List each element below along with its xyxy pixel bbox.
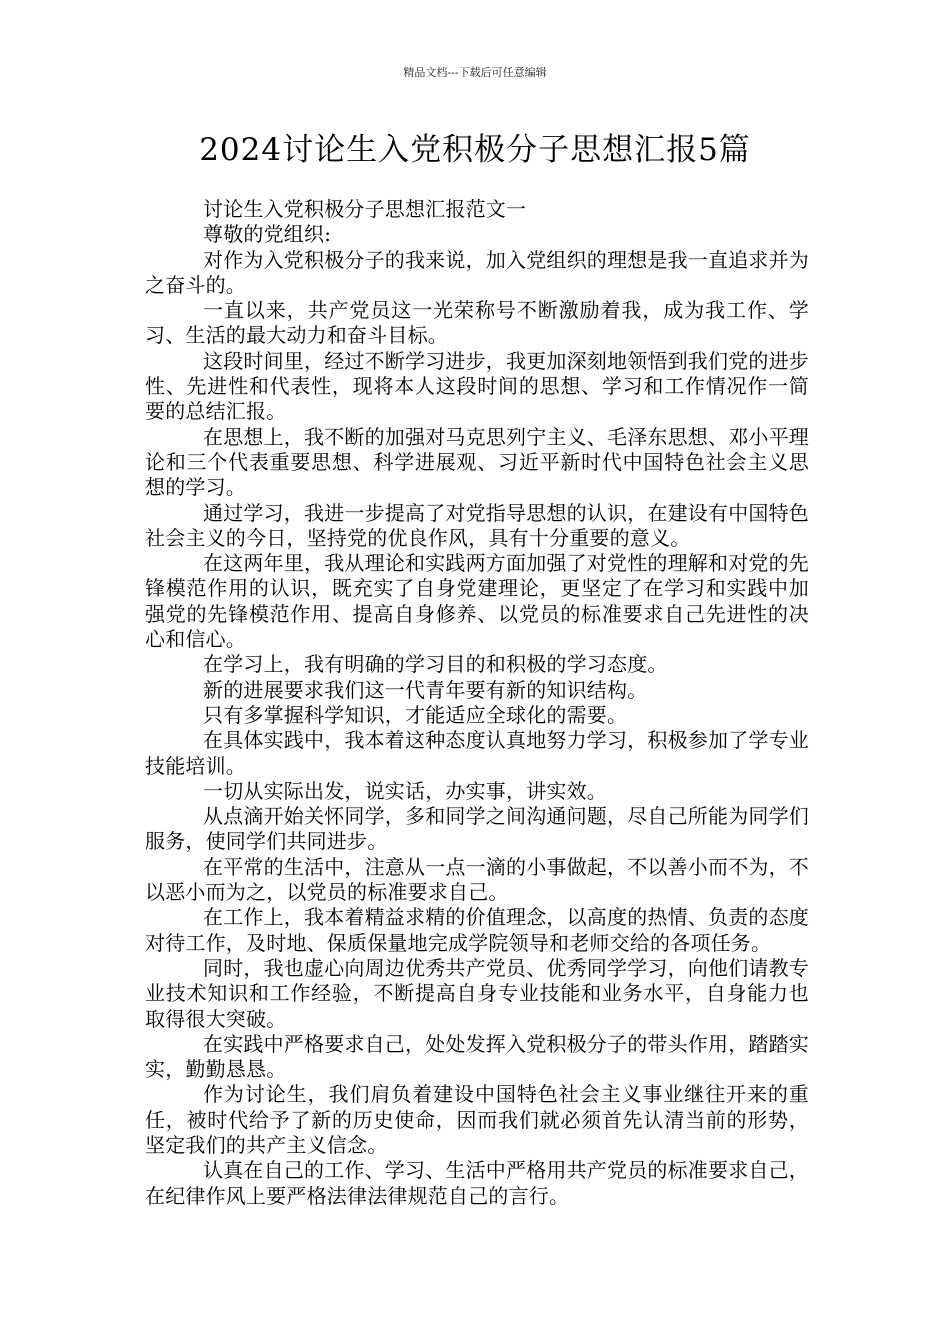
paragraph: 作为讨论生，我们肩负着建设中国特色社会主义事业继往开来的重任，被时代给予了新的历史使命，因而我们就必须首先认清当前的形势，坚定我们的共产主义信念。	[145, 1082, 809, 1157]
paragraph: 这段时间里，经过不断学习进步，我更加深刻地领悟到我们党的进步性、先进性和代表性，现将本人这段时间的思想、学习和工作情况作一简要的总结汇报。	[145, 348, 809, 424]
paragraph: 在具体实践中，我本着这种态度认真地努力学习，积极参加了学专业技能培训。	[145, 728, 809, 778]
paragraph: 尊敬的党组织:	[203, 222, 332, 247]
paragraph: 讨论生入党积极分子思想汇报范文一	[203, 197, 527, 221]
paragraph: 在这两年里，我从理论和实践两方面加强了对党性的理解和对党的先锋模范作用的认识，既充实了自身党建理论，更坚定了在学习和实践中加强党的先锋模范作用、提高自身修养、以党员的标准要求自己先进性的决心和信心。	[145, 551, 809, 652]
paragraph: 同时，我也虚心向周边优秀共产党员、优秀同学学习，向他们请教专业技术知识和工作经验，不断提高自身专业技能和业务水平，自身能力也取得很大突破。	[145, 955, 809, 1031]
paragraph: 一切从实际出发，说实话，办实事，讲实效。	[203, 778, 607, 803]
paragraph: 在工作上，我本着精益求精的价值理念，以高度的热情、负责的态度对待工作，及时地、保质保量地完成学院领导和老师交给的各项任务。	[145, 905, 809, 955]
paragraph: 通过学习，我进一步提高了对党指导思想的认识，在建设有中国特色社会主义的今日，坚持党的优良作风，具有十分重要的意义。	[145, 500, 809, 550]
paragraph: 只有多掌握科学知识，才能适应全球化的需要。	[203, 702, 628, 727]
header-note: 精品文档---下载后可任意编辑	[403, 66, 547, 79]
paragraph: 在思想上，我不断的加强对马克思列宁主义、毛泽东思想、邓小平理论和三个代表重要思想、科学进展观、习近平新时代中国特色社会主义思想的学习。	[145, 424, 809, 500]
paragraph: 对作为入党积极分子的我来说，加入党组织的理想是我一直追求并为之奋斗的。	[145, 247, 809, 297]
paragraph: 在平常的生活中，注意从一点一滴的小事做起，不以善小而不为，不以恶小而为之，以党员的标准要求自己。	[145, 854, 809, 905]
paragraph: 一直以来，共产党员这一光荣称号不断激励着我，成为我工作、学习、生活的最大动力和奋斗目标。	[145, 298, 809, 348]
document-body	[145, 197, 809, 1209]
paragraph: 认真在自己的工作、学习、生活中严格用共产党员的标准要求自己，在纪律作风上要严格法律法律规范自己的言行。	[145, 1158, 809, 1208]
paragraph: 从点滴开始关怀同学，多和同学之间沟通问题，尽自己所能为同学们服务，使同学们共同进步。	[145, 804, 809, 854]
paragraph: 在学习上，我有明确的学习目的和积极的学习态度。	[203, 652, 668, 677]
document-title: 2024讨论生入党积极分子思想汇报5篇	[199, 132, 751, 168]
paragraph: 在实践中严格要求自己，处处发挥入党积极分子的带头作用，踏踏实实，勤勤恳恳。	[145, 1031, 809, 1082]
paragraph: 新的进展要求我们这一代青年要有新的知识结构。	[203, 677, 648, 702]
